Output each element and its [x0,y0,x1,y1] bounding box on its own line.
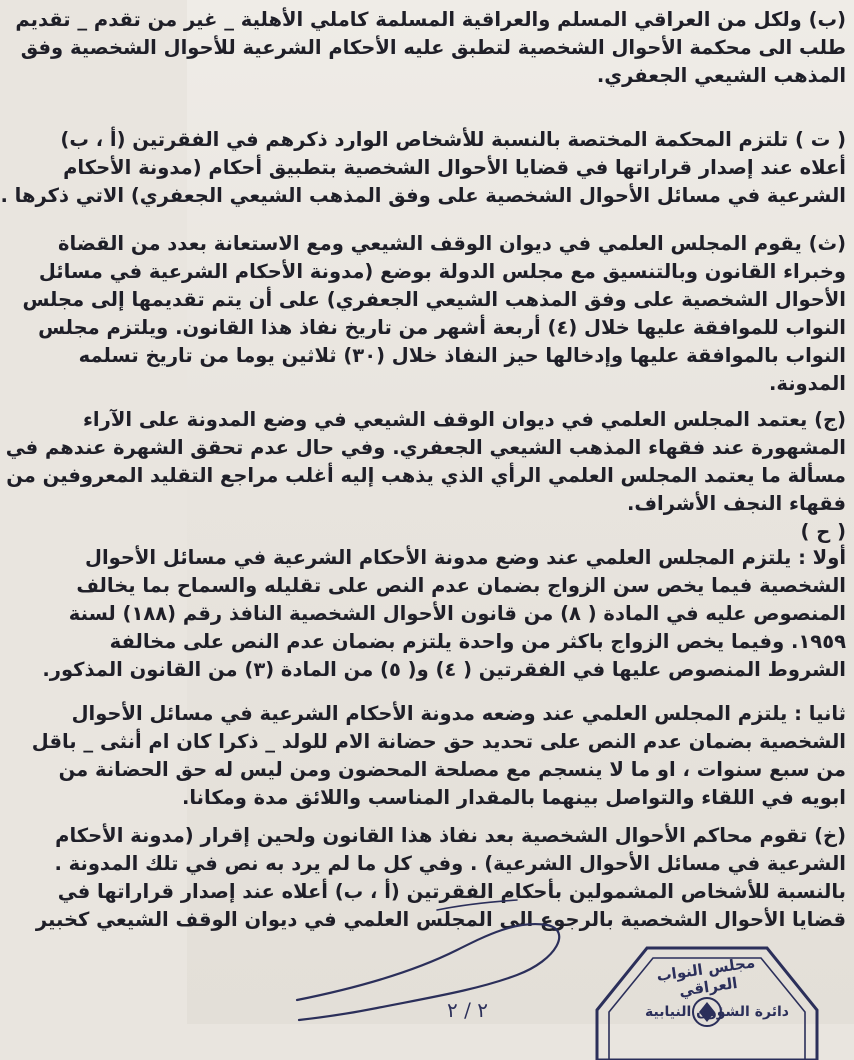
text-line: المدونة. [768,372,846,395]
text-line: النواب بالموافقة عليها وإدخالها حيز النفاذ خلال (٣٠) ثلاثين يوما من تاريخ تسلمه [78,344,846,367]
text-line: ثانيا : يلتزم المجلس العلمي عند وضعه مدونة الأحكام الشرعية في مسائل الأحوال [71,702,846,725]
text-line: من سبع سنوات ، او ما لا ينسجم مع مصلحة المحضون ومن ليس له حق الحضانة من [58,758,846,781]
paragraph-j [5,406,846,518]
text-line: ١٩٥٩. وفيما يخص الزواج باكثر من واحدة يلتزم بضمان عدم النص على مخالفة [109,630,846,653]
section-heading: ( ح ) [800,520,846,543]
text-line: (ب) ولكل من العراقي المسلم والعراقية المسلمة كاملي الأهلية _ غير من تقدم _ تقديم [15,8,846,31]
text-line: الشرعية في مسائل الأحوال الشخصية على وفق المذهب الشيعي الجعفري) الاتي ذكرها . [0,184,846,207]
text-line: المشهورة عند فقهاء المذهب الشيعي الجعفري. وفي حال عدم تحقق الشهرة عندهم في [5,436,846,459]
text-line: مسألة ما يعتمد المجلس العلمي الرأي الذي يذهب إليه أغلب مراجع التقليد المعروفين من [6,464,846,487]
text-line: الشخصية فيما يخص سن الزواج بضمان عدم النص على تقليله والسماح بما يخالف [76,574,846,597]
text-line: أولا : يلتزم المجلس العلمي عند وضع مدونة الأحكام الشرعية في مسائل الأحوال [85,546,846,569]
paragraph-h-first [42,544,846,684]
seal-bottom-text: دائرة الشؤون النيابية [645,1004,789,1020]
text-line: المنصوص عليه في المادة ( ٨) من قانون الأحوال الشخصية النافذ رقم (١٨٨) لسنة [68,602,846,625]
text-line: وخبراء القانون وبالتنسيق مع مجلس الدولة بوضع (مدونة الأحكام الشرعية في مسائل [38,260,846,283]
text-line: ابويه في اللقاء والتواصل بينهما بالمقدار المناسب واللائق مدة ومكانا. [181,786,846,809]
text-line: ( ت ) تلتزم المحكمة المختصة بالنسبة للأشخاص الوارد ذكرهم في الفقرتين (أ ، ب) [60,128,846,151]
text-line: الشخصية بضمان عدم النص على تحديد حق حضانة الام للولد _ ذكرا كان ام أنثى _ باقل [31,730,846,753]
handwritten-note: ٢ / ٢ [447,998,488,1022]
text-line: قضايا الأحوال الشخصية بالرجوع الى المجلس العلمي في ديوان الوقف الشيعي كخبير [35,908,846,931]
text-line: الشروط المنصوص عليها في الفقرتين ( ٤) و( ٥) من المادة (٣) من القانون المذكور. [42,658,846,681]
paragraph-t [0,126,846,210]
paragraph-th [22,230,846,398]
text-line: المذهب الشيعي الجعفري. [596,64,846,87]
text-line: طلب الى محكمة الأحوال الشخصية لتطبق عليه الأحكام الشرعية للأحوال الشخصية وفق [20,36,846,59]
text-line: بالنسبة للأشخاص المشمولين بأحكام الفقرتين (أ ، ب) أعلاه عند إصدار قراراتها في [57,880,846,903]
seal-top-text: مجلس النواب العراقي [655,953,757,1000]
text-line: الأحوال الشخصية على وفق المذهب الشيعي الجعفري) على أن يتم تقديمها إلى مجلس [22,288,846,311]
text-line: (خ) تقوم محاكم الأحوال الشخصية بعد نفاذ هذا القانون ولحين إقرار (مدونة الأحكام [55,824,846,847]
text-line: أعلاه عند إصدار قراراتها في قضايا الأحوال الشخصية بتطبيق أحكام (مدونة الأحكام [63,156,846,179]
paragraph-h-second [31,700,846,812]
text-line: فقهاء النجف الأشراف. [626,492,846,515]
paragraph-h-heading [193,518,846,546]
text-line: النواب للموافقة عليها خلال (٤) أربعة أشهر من تاريخ نفاذ هذا القانون. ويلتزم مجلس [38,316,846,339]
text-line: الشرعية في مسائل الأحوال الشرعية) . وفي كل ما لم يرد به نص في تلك المدونة . [54,852,846,875]
paragraph-b [15,6,846,90]
text-line: (ج) يعتمد المجلس العلمي في ديوان الوقف الشيعي في وضع المدونة على الآراء [82,408,846,431]
text-line: (ث) يقوم المجلس العلمي في ديوان الوقف الشيعي ومع الاستعانة بعدد من القضاة [58,232,846,255]
